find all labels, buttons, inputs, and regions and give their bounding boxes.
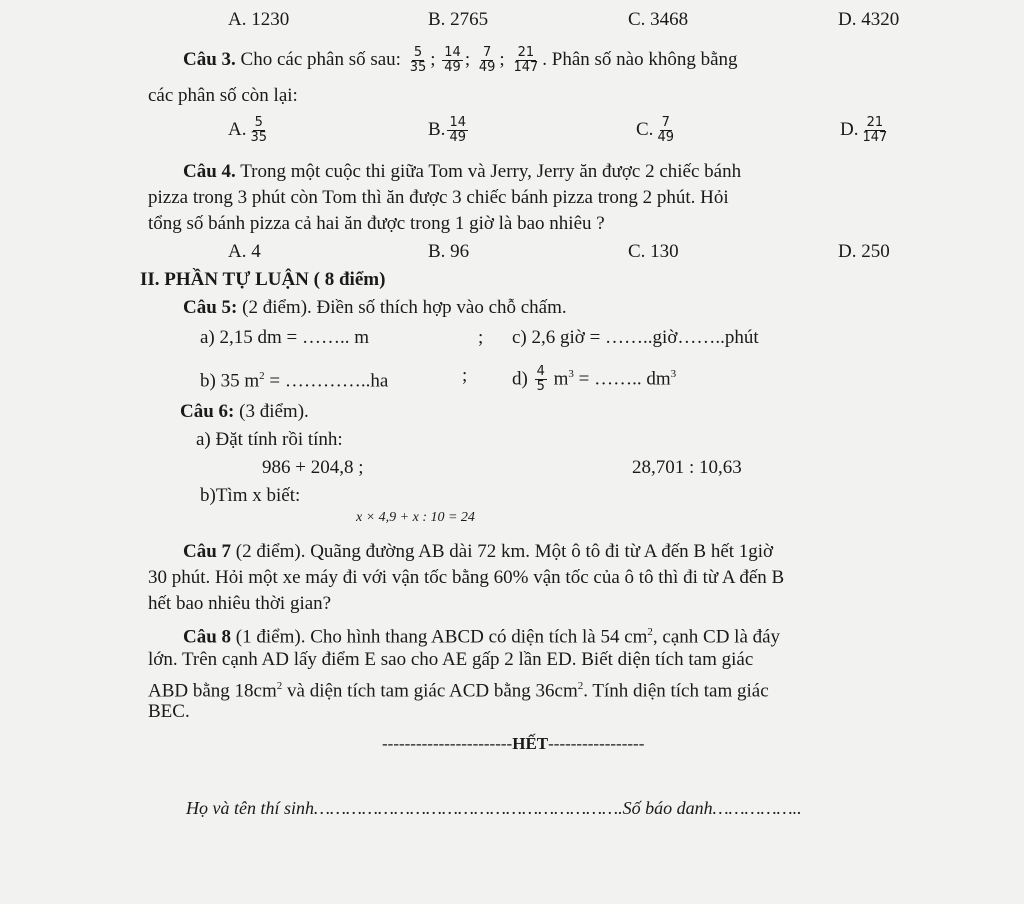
q3-option-b: B. $\frac{14}{49}$ xyxy=(428,115,466,145)
id-dots: …………….. xyxy=(712,798,802,818)
part2-title: II. PHẦN TỰ LUẬN ( 8 điểm) xyxy=(140,269,386,290)
q3-option-a: A. $\frac{5}{35}$ xyxy=(228,115,268,145)
q3-text-line2: các phân số còn lại: xyxy=(148,85,298,106)
q4-option-b: B. 96 xyxy=(428,241,470,262)
q5-c: c) 2,6 giờ = ……..giờ……..phút xyxy=(512,327,759,348)
q7-line2: 30 phút. Hỏi một xe máy đi với vận tốc bằng 60% vận tốc của ô tô thì đi từ A đến B xyxy=(148,567,785,588)
q3-fraction: $\frac{5}{35}$ xyxy=(409,45,427,75)
q6-b: b)Tìm x biết: xyxy=(200,485,301,506)
footer-student-info xyxy=(186,796,802,820)
q3-option-c: C. $\frac{7}{49}$ xyxy=(636,115,674,145)
q3-text-before: Cho các phân số sau: xyxy=(240,48,401,70)
q6-calc1: 986 + 204,8 ; xyxy=(262,457,364,478)
q3-sep: ; xyxy=(430,48,436,70)
end-marker: -----------------------HẾT----------------- xyxy=(382,734,645,753)
q3-fraction: $\frac{21}{147}$ xyxy=(513,45,539,75)
q2-option-c: C. 3468 xyxy=(628,9,689,30)
q6-equation: x × 4,9 + x : 10 = 24 xyxy=(356,510,475,525)
q3-sep: ; xyxy=(499,48,505,70)
q5-d: d) $\frac{4}{5}$ $m^3$ = …….. $dm^3$ xyxy=(512,364,677,395)
q3-label: Câu 3. xyxy=(183,48,236,70)
q4-line2: pizza trong 3 phút còn Tom thì ăn được 3 chiếc bánh pizza trong 2 phút. Hỏi xyxy=(148,187,729,208)
q3-text-after: . Phân số nào không bằng xyxy=(542,48,738,70)
q2-option-d: D. 4320 xyxy=(838,9,900,30)
q8-line3: ABD bằng $18cm^2$ và diện tích tam giác ACD bằng $36cm^2$. Tính diện tích tam giác xyxy=(148,680,769,702)
q8-line2: lớn. Trên cạnh AD lấy điểm E sao cho AE gấp 2 lần ED. Biết diện tích tam giác xyxy=(148,649,754,670)
q4-option-d: D. 250 xyxy=(838,241,890,262)
q3-sep: ; xyxy=(464,48,471,70)
q4-line1: Câu 4. Trong một cuộc thi giữa Tom và Jerry, Jerry ăn được 2 chiếc bánh xyxy=(183,161,742,182)
q3-option-d: D. $\frac{21}{147}$ xyxy=(840,115,888,145)
q6-a: a) Đặt tính rồi tính: xyxy=(196,429,343,450)
q6-calc2: 28,701 : 10,63 xyxy=(632,457,742,478)
q8-line4: BEC. xyxy=(148,701,190,722)
q5-sep: ; xyxy=(462,365,468,386)
q5-sep: ; xyxy=(478,327,484,348)
q8-line1: Câu 8 (1 điểm). Cho hình thang ABCD có diện tích là 54 $cm^2$, cạnh CD là đáy xyxy=(183,626,781,648)
name-dots: …………………………………………………. xyxy=(314,798,623,818)
q5-a: a) 2,15 dm = …….. m xyxy=(200,327,370,348)
name-label: Họ và tên thí sinh xyxy=(186,798,314,818)
q7-line3: hết bao nhiêu thời gian? xyxy=(148,593,332,614)
q4-label: Câu 4. xyxy=(183,161,236,182)
q2-option-a: A. 1230 xyxy=(228,9,290,30)
q4-line3: tổng số bánh pizza cả hai ăn được trong 1 giờ là bao nhiêu ? xyxy=(148,213,605,234)
q3-fraction: $\frac{7}{49}$ xyxy=(478,45,496,75)
q7-line1: Câu 7 (2 điểm). Quãng đường AB dài 72 km. Một ô tô đi từ A đến B hết 1giờ xyxy=(183,541,774,562)
q3-fraction: $\frac{14}{49}$ xyxy=(444,45,461,75)
q4-option-a: A. 4 xyxy=(228,241,261,262)
q5-b: b) 35 $m^2$ = …………..ha xyxy=(200,370,389,392)
q3-stem xyxy=(183,46,738,75)
q2-option-b: B. 2765 xyxy=(428,9,489,30)
q6-stem: Câu 6: (3 điểm). xyxy=(180,401,309,422)
q5-stem: Câu 5: (2 điểm). Điền số thích hợp vào chỗ chấm. xyxy=(183,297,567,318)
id-label: Số báo danh xyxy=(622,798,713,818)
q4-option-c: C. 130 xyxy=(628,241,679,262)
